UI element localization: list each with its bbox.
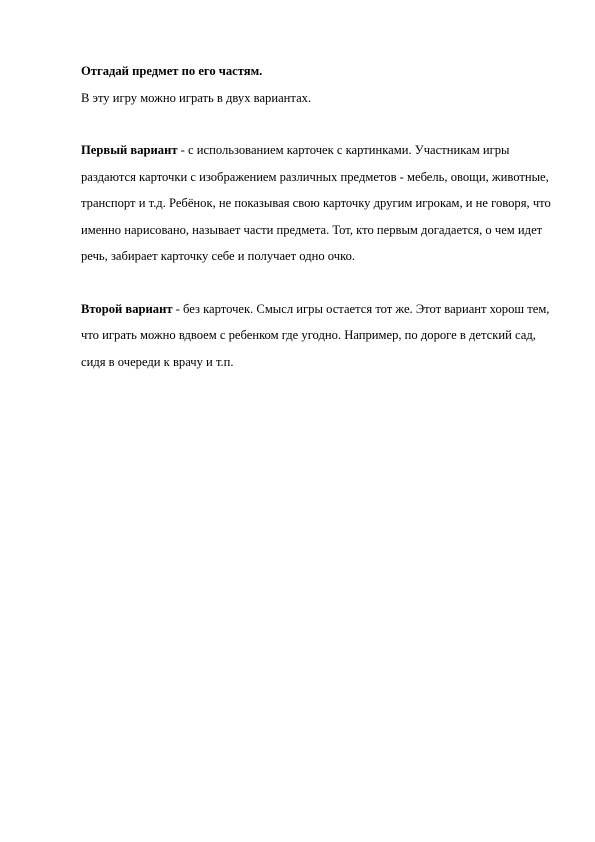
variant2-paragraph [81,296,551,376]
variant1-label: Первый вариант [81,143,178,157]
intro-paragraph: В эту игру можно играть в двух вариантах. [81,90,312,105]
document-body [81,58,551,375]
variant2-label: Второй вариант [81,301,173,316]
variant2-text: - без карточек. Смысл игры остается тот же. Этот вариант хорош тем, что играть можно вдвоем с ребенком где угодно. Например, по дороге в детский сад, сидя в очереди к врачу и т.п. [81,301,550,369]
document-title: Отгадай предмет по его частям. [81,64,263,78]
variant1-text: - с использованием карточек с картинками. Участникам игры раздаются карточки с изображением различных предметов - мебель, овощи, животные, транспорт и т.д. Ребёнок, не показывая свою карточку другим игрокам, и не говоря, что именно нарисовано, называет части предмета. Тот, кто первым догадается, о чем идет речь, забирает карточку себе и получает одно очко. [81,143,551,263]
variant1-paragraph [81,137,551,270]
